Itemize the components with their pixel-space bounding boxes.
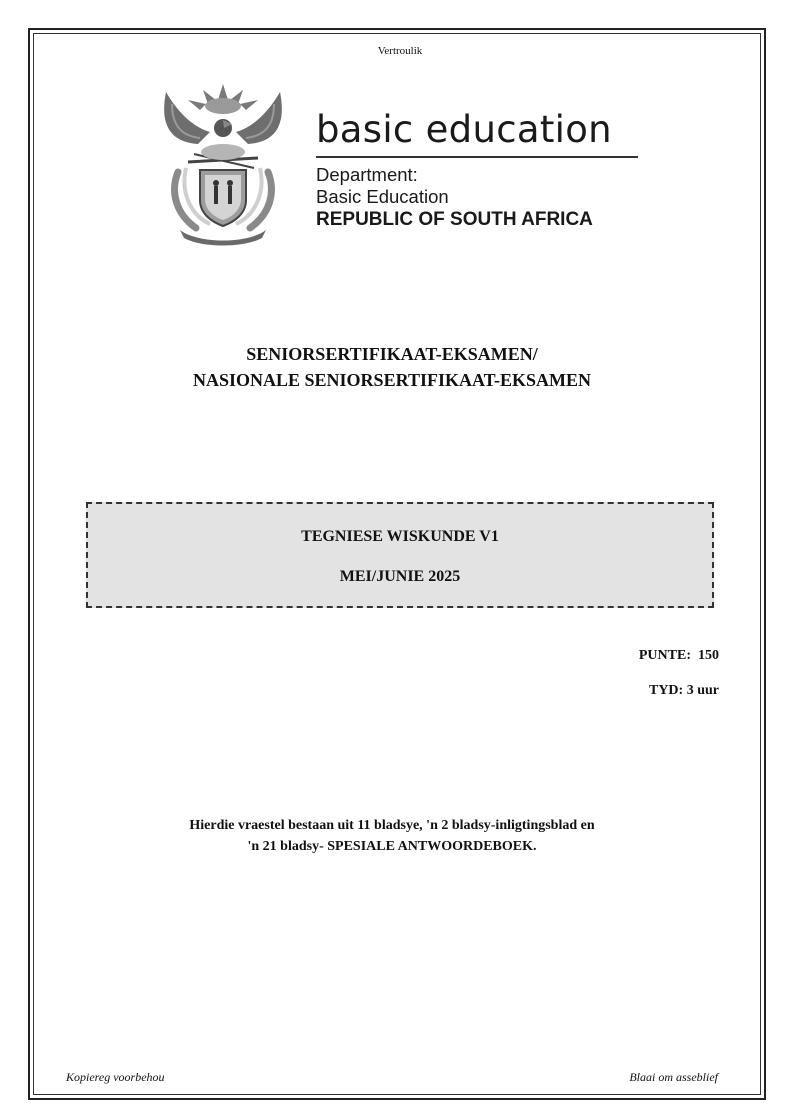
paper-info-line-2: 'n 21 bladsy- SPESIALE ANTWOORDEBOEK.: [247, 839, 537, 854]
paper-info: [0, 815, 784, 857]
coat-of-arms-icon: [158, 82, 288, 247]
exam-title-line-1: SENIORSERTIFIKAAT-EKSAMEN/: [246, 344, 538, 364]
exam-title-line-2: NASIONALE SENIORSERTIFIKAAT-EKSAMEN: [193, 370, 591, 390]
country-name: REPUBLIC OF SOUTH AFRICA: [316, 209, 593, 230]
subject-box: [86, 502, 714, 608]
department-label: Department:: [316, 164, 418, 185]
subject-name: TEGNIESE WISKUNDE V1: [301, 528, 499, 545]
department-name: Basic Education: [316, 186, 449, 207]
exam-session: MEI/JUNIE 2025: [339, 568, 461, 585]
copyright-notice: Kopiereg voorbehou: [66, 1070, 165, 1084]
paper-info-line-1: Hierdie vraestel bestaan uit 11 bladsye, 'n 2 bladsy-inligtingsblad en: [189, 818, 595, 833]
brand-title: basic education: [316, 108, 638, 158]
exam-title: [0, 341, 784, 393]
marks-label: PUNTE: 150: [638, 648, 719, 663]
brand-block: [316, 108, 646, 232]
confidentiality-label: Vertroulik: [377, 45, 423, 57]
time-label: TYD: 3 uur: [648, 683, 719, 698]
turn-over-notice: Blaai om asseblief: [629, 1070, 718, 1084]
